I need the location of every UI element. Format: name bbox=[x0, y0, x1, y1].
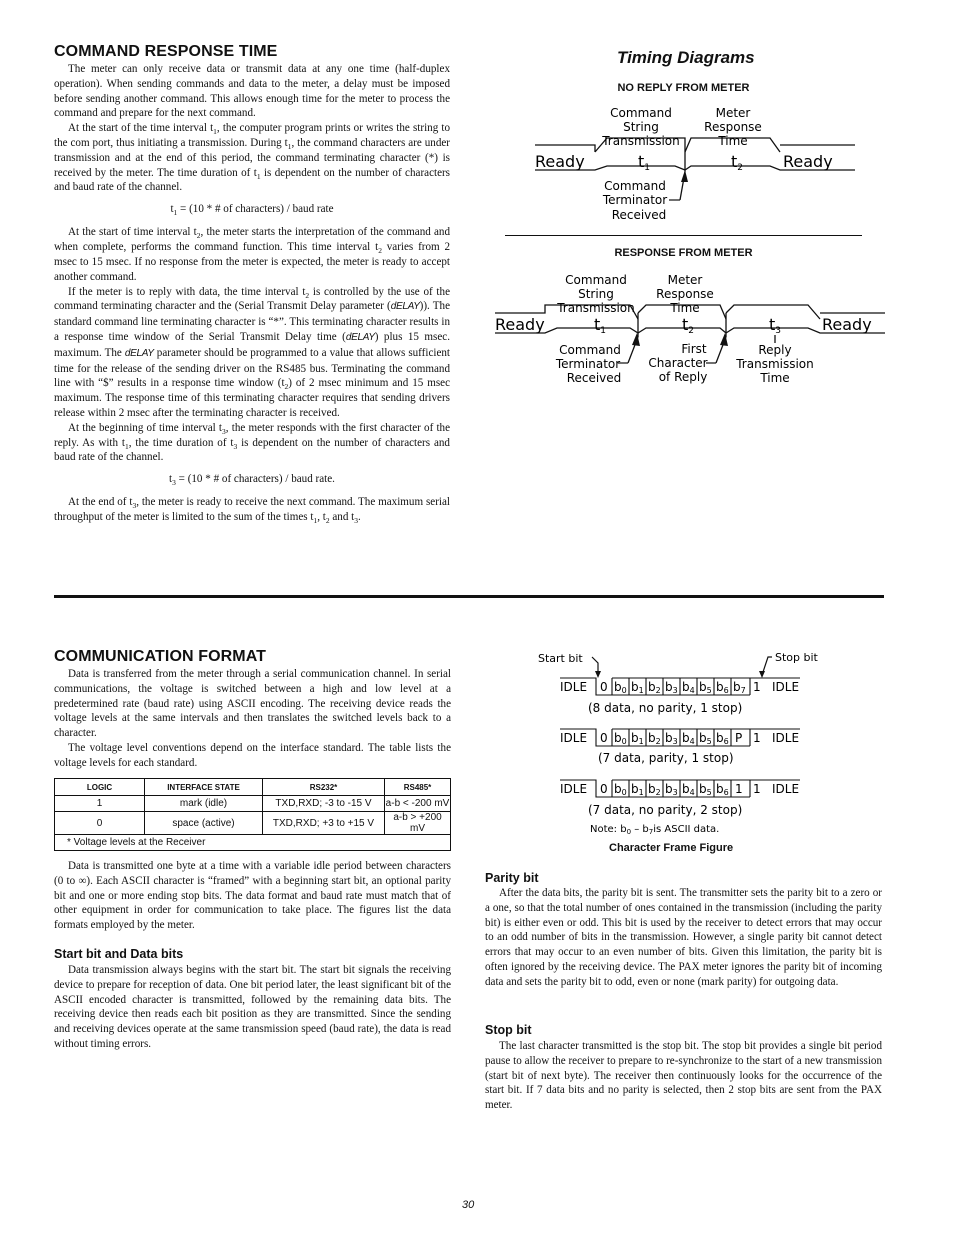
bit-b2: b2 bbox=[648, 782, 661, 797]
bit-b7: b7 bbox=[733, 680, 746, 695]
communication-format-title: COMMUNICATION FORMAT bbox=[54, 648, 267, 665]
r-rtt-3: Time bbox=[760, 371, 790, 385]
bit-b1: b1 bbox=[631, 782, 644, 797]
r-cst-3: Transmission bbox=[557, 301, 635, 315]
command-response-body bbox=[54, 62, 450, 525]
no-reply-label: NO REPLY FROM METER bbox=[617, 82, 750, 94]
r-ctr-3: Received bbox=[566, 371, 622, 385]
character-frame-figure bbox=[530, 645, 880, 840]
stop-bit-one: 1 bbox=[753, 731, 761, 745]
nr-cst-1: Command bbox=[610, 106, 672, 120]
diagram-divider bbox=[505, 235, 862, 236]
table-header: INTERFACE STATE bbox=[145, 779, 263, 796]
bit-b3: b3 bbox=[665, 782, 678, 797]
r-cst-2: String bbox=[578, 287, 614, 301]
communication-format-body bbox=[54, 667, 451, 771]
stop-bit-one: 1 bbox=[753, 680, 761, 694]
nr-cst-2: String bbox=[623, 120, 659, 134]
r-mrt-2: Response bbox=[656, 287, 714, 301]
start-bit-label: Start bit bbox=[538, 652, 583, 665]
bit-b5: b5 bbox=[699, 731, 712, 746]
r-t1: t1 bbox=[594, 315, 607, 336]
table-cell: a-b < -200 mV bbox=[385, 796, 451, 812]
start-bit-zero: 0 bbox=[600, 782, 608, 796]
bit-b4: b4 bbox=[682, 680, 695, 695]
r-fcr-2: Character bbox=[648, 356, 708, 370]
nr-ready-right: Ready bbox=[783, 152, 833, 171]
idle-right: IDLE bbox=[772, 782, 800, 796]
paragraph: Data is transferred from the meter through a serial communication channel. In serial communications, the voltage is switched between a high and low level at a predetermined rate (baud rate) using ASCII encoding. The receiving device reads the voltage levels at the same intervals and then translates the switched levels back to a character. bbox=[54, 668, 451, 740]
frame-row-3 bbox=[560, 780, 800, 836]
paragraph: Data is transmitted one byte at a time with a variable idle period between characters (0 to ∞). Each ASCII character is “framed” with a beginning start bit, an optional parity bit and one or more ending stop bits. The data format and baud rate must match that of other equipment in order for communication to take place. The figures list the data formats employed by the meter. bbox=[54, 860, 451, 932]
paragraph: At the beginning of time interval $t_3$, the meter responds with the first character of the reply. As with $t_1$, the time duration of $t_3$ is dependent on the number of characters and baud rate of the channel. bbox=[54, 421, 450, 464]
table-header: RS232* bbox=[263, 779, 385, 796]
bit-b6: b6 bbox=[716, 731, 729, 746]
stop-bit-one: 1 bbox=[735, 782, 743, 796]
formula-t1: $t_1 = (10$ * # of characters) / baud rate bbox=[170, 203, 334, 218]
r-t2: t2 bbox=[682, 315, 695, 336]
bit-b0: b0 bbox=[614, 731, 627, 746]
start-bit-body bbox=[54, 963, 451, 1052]
r-cst-1: Command bbox=[565, 273, 627, 287]
bit-b5: b5 bbox=[699, 782, 712, 797]
command-response-title: COMMAND RESPONSE TIME bbox=[54, 43, 278, 60]
stop-bit-label: Stop bit bbox=[775, 651, 818, 664]
table-cell: TXD,RXD; +3 to +15 V bbox=[263, 812, 385, 835]
frame-caption-1: (8 data, no parity, 1 stop) bbox=[588, 701, 743, 715]
idle-left: IDLE bbox=[560, 680, 588, 694]
communication-format-body-2 bbox=[54, 859, 451, 933]
bit-b1: b1 bbox=[631, 731, 644, 746]
r-ctr-2: Terminator bbox=[555, 357, 621, 371]
nr-cst-3: Transmission bbox=[602, 134, 680, 148]
nr-ctr-2: Terminator bbox=[602, 193, 668, 207]
table-row bbox=[55, 812, 451, 835]
page-number: 30 bbox=[462, 1199, 475, 1211]
paragraph: Data transmission always begins with the start bit. The start bit signals the receiving device to prepare for reception of data. One bit period later, the least significant bit of the ASCII encoded character is transmitted, followed by the remaining data bits. The receiving device then reads each bit position as they are transmitted. Since the sending and receiving devices operate at the same transmission speed (baud rate), the data is read without timing errors. bbox=[54, 964, 451, 1050]
voltage-levels-table bbox=[54, 778, 451, 851]
table-cell: 0 bbox=[55, 812, 145, 835]
paragraph: The last character transmitted is the stop bit. The stop bit provides a single bit period pause to allow the receiver to prepare to re-synchronize to the start of a new transmission (start bit of next byte). The receiver then continuously looks for the occurrence of the start bit. If 7 data bits and no parity is selected, then 2 stop bits are sent from the PAX meter. bbox=[485, 1040, 882, 1112]
r-ready-right: Ready bbox=[822, 315, 872, 334]
table-cell: space (active) bbox=[145, 812, 263, 835]
nr-t1: t1 bbox=[638, 152, 651, 173]
frame-caption-3: (7 data, no parity, 2 stop) bbox=[588, 803, 743, 817]
nr-ready-left: Ready bbox=[535, 152, 585, 171]
r-mrt-3: Time bbox=[670, 301, 700, 315]
table-cell: a-b > +200 mV bbox=[385, 812, 451, 835]
table-cell: TXD,RXD; -3 to -15 V bbox=[263, 796, 385, 812]
character-frame-caption: Character Frame Figure bbox=[609, 842, 734, 854]
nr-mrt-1: Meter bbox=[715, 106, 751, 120]
table-note: * Voltage levels at the Receiver bbox=[55, 835, 451, 851]
section-divider bbox=[54, 595, 884, 598]
idle-left: IDLE bbox=[560, 782, 588, 796]
response-label: RESPONSE FROM METER bbox=[614, 247, 753, 259]
nr-mrt-2: Response bbox=[704, 120, 762, 134]
bit-b0: b0 bbox=[614, 782, 627, 797]
r-rtt-2: Transmission bbox=[736, 357, 814, 371]
r-fcr-3: of Reply bbox=[658, 370, 708, 384]
timing-diagrams-title: Timing Diagrams bbox=[617, 48, 755, 67]
r-ctr-1: Command bbox=[559, 343, 621, 357]
idle-left: IDLE bbox=[560, 731, 588, 745]
idle-right: IDLE bbox=[772, 731, 800, 745]
bit-b5: b5 bbox=[699, 680, 712, 695]
paragraph: After the data bits, the parity bit is sent. The transmitter sets the parity bit to a zero or a one, so that the total number of ones contained in the transmission (including the parity bit) is either even or odd. This bit is used by the receiver to detect errors that may occur to an odd number of bits in the transmission. However, a single parity bit cannot detect errors that may occur to an even number of bits. Given this limitation, the parity bit is often ignored by the receiving device. The PAX meter ignores the parity bit of incoming data and sets the parity bit to odd, even or none (mark parity) for outgoing data. bbox=[485, 887, 882, 988]
table-header: LOGIC bbox=[55, 779, 145, 796]
stop-bit-one: 1 bbox=[753, 782, 761, 796]
r-rtt-1: Reply bbox=[758, 343, 792, 357]
idle-right: IDLE bbox=[772, 680, 800, 694]
start-bit-title: Start bit and Data bits bbox=[54, 947, 184, 961]
bit-b2: b2 bbox=[648, 731, 661, 746]
nr-t2: t2 bbox=[731, 152, 744, 173]
paragraph: The voltage level conventions depend on the interface standard. The table lists the voltage levels for each standard. bbox=[54, 741, 451, 769]
start-bit-zero: 0 bbox=[600, 680, 608, 694]
bit-b6: b6 bbox=[716, 680, 729, 695]
paragraph: The meter can only receive data or transmit data at any one time (half-duplex operation). When sending commands and data to the meter, a delay must be imposed before sending another command. This allows enough time for the meter to process the command and prepare for the next command. bbox=[54, 63, 450, 120]
bit-b3: b3 bbox=[665, 680, 678, 695]
frame-caption-2: (7 data, parity, 1 stop) bbox=[598, 751, 734, 765]
bit-b6: b6 bbox=[716, 782, 729, 797]
nr-ctr-3: Received bbox=[611, 208, 667, 222]
r-fcr-1: First bbox=[681, 342, 707, 356]
table-cell: mark (idle) bbox=[145, 796, 263, 812]
frame-note: Note: $b_0 - b_7is$ ASCII data. bbox=[590, 824, 720, 836]
r-mrt-1: Meter bbox=[667, 273, 703, 287]
no-reply-timing-diagram bbox=[495, 100, 885, 235]
response-timing-diagram bbox=[490, 265, 890, 390]
bit-b0: b0 bbox=[614, 680, 627, 695]
table-row bbox=[55, 796, 451, 812]
start-bit-zero: 0 bbox=[600, 731, 608, 745]
paragraph: At the end of $t_3$, the meter is ready to receive the next command. The maximum serial throughput of the meter is limited to the sum of the times $t_1$, $t_2$ and $t_3$. bbox=[54, 496, 450, 526]
frame-row-2 bbox=[560, 729, 800, 765]
table-header: RS485* bbox=[385, 779, 451, 796]
bit-b4: b4 bbox=[682, 782, 695, 797]
formula-t3: $t_3 = (10$ * # of characters) / baud rate. bbox=[169, 473, 335, 488]
paragraph: At the start of the time interval $t_1$, the computer program prints or writes the string to the com port, thus initiating a transmission. During $t_1$, the command characters are under transmission and at the end of this period, the command terminating character (*) is received by the meter. The time duration of $t_1$ is dependent on the number of characters and baud rate of the channel. bbox=[54, 122, 451, 194]
paragraph: If the meter is to reply with data, the time interval $t_2$ is controlled by the use of the command terminating character and the (Serial Transmit Delay parameter (dELAY)). The standard command line terminating character is “*”. This terminating character results in a response time window of the Serial Transmit Delay time (dELAY) plus 15 msec. maximum. The dELAY parameter should be programmed to a value that allows sufficient time for the release of the sending driver on the RS485 bus. Terminating the command line with “$” results in a response time window $(t_2)$ of 2 msec minimum and 15 msec maximum. The response time of this terminating character requires that sending drivers release within 2 msec after the terminating character is received. bbox=[54, 285, 451, 419]
r-ready-left: Ready bbox=[495, 315, 545, 334]
paragraph: At the start of time interval $t_2$, the meter starts the interpretation of the command and when complete, performs the command function. This time interval $t_2$ varies from 2 msec to 15 msec. If no response from the meter is expected, the meter is ready to accept another command. bbox=[54, 226, 451, 283]
bit-b3: b3 bbox=[665, 731, 678, 746]
r-t3: t3 bbox=[769, 315, 782, 336]
stop-bit-title: Stop bit bbox=[485, 1023, 532, 1037]
table-note-row bbox=[55, 835, 451, 851]
bit-b4: b4 bbox=[682, 731, 695, 746]
bit-b1: b1 bbox=[631, 680, 644, 695]
stop-bit-body bbox=[485, 1039, 882, 1113]
parity-bit: P bbox=[735, 731, 743, 745]
table-cell: 1 bbox=[55, 796, 145, 812]
table-header-row bbox=[55, 779, 451, 796]
parity-bit-title: Parity bit bbox=[485, 871, 539, 885]
bit-b2: b2 bbox=[648, 680, 661, 695]
parity-bit-body bbox=[485, 886, 882, 990]
nr-mrt-3: Time bbox=[718, 134, 748, 148]
frame-row-1 bbox=[560, 678, 800, 715]
nr-ctr-1: Command bbox=[604, 179, 666, 193]
